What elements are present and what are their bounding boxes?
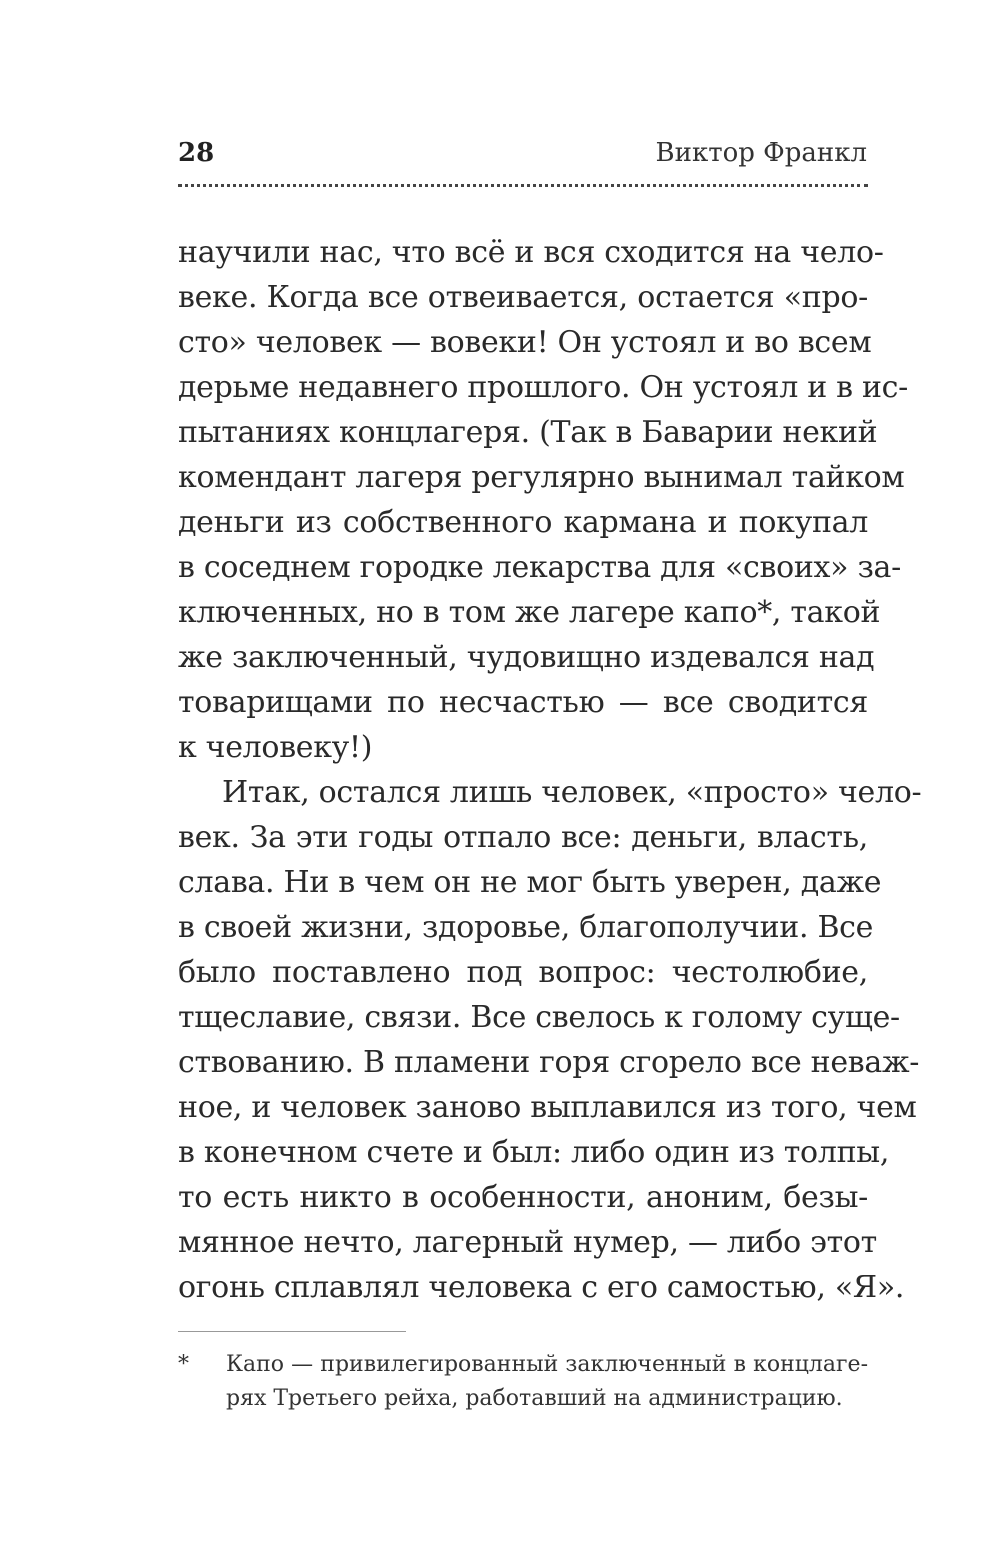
text-line: же заключенный, чудовищно издевался над xyxy=(178,640,875,675)
text-line: к человеку!) xyxy=(178,730,373,765)
text-line: товарищами по несчастью — все сводится xyxy=(178,685,868,720)
text-line: ное, и человек заново выплавился из того, чем xyxy=(178,1090,917,1125)
text-line: то есть никто в особенности, аноним, безы- xyxy=(178,1180,868,1215)
text-line: пытаниях концлагеря. (Так в Баварии некий xyxy=(178,415,878,450)
text-line: научили нас, что всё и вся сходится на чело- xyxy=(178,235,884,270)
text-line: слава. Ни в чем он не мог быть уверен, даже xyxy=(178,865,882,900)
footnote-marker: * xyxy=(178,1352,189,1377)
body-text xyxy=(178,230,922,1310)
text-line: Итак, остался лишь человек, «просто» чело- xyxy=(222,775,922,810)
footnote-line: Капо — привилегированный заключенный в концлаге- xyxy=(226,1352,868,1377)
text-line: век. За эти годы отпало все: деньги, власть, xyxy=(178,820,868,855)
text-line: ключенных, но в том же лагере капо*, такой xyxy=(178,595,881,630)
footnote-line: рях Третьего рейха, работавший на администрацию. xyxy=(226,1386,843,1411)
text-line: веке. Когда все отвеивается, остается «про- xyxy=(178,280,868,315)
text-line: тщеславие, связи. Все свелось к голому суще- xyxy=(178,1000,900,1035)
page-number: 28 xyxy=(178,138,215,168)
text-line: огонь сплавлял человека с его самостью, «Я». xyxy=(178,1270,905,1305)
text-line: комендант лагеря регулярно вынимал тайком xyxy=(178,460,905,495)
text-line: сто» человек — вовеки! Он устоял и во всем xyxy=(178,325,872,360)
text-line: деньги из собственного кармана и покупал xyxy=(178,505,868,540)
text-line: в конечном счете и был: либо один из толпы, xyxy=(178,1135,890,1170)
header-divider xyxy=(178,184,868,187)
text-line: было поставлено под вопрос: честолюбие, xyxy=(178,955,868,990)
text-line: в своей жизни, здоровье, благополучии. Все xyxy=(178,910,874,945)
text-line: в соседнем городке лекарства для «своих» за- xyxy=(178,550,901,585)
footnote-text xyxy=(226,1348,868,1416)
text-line: мянное нечто, лагерный нумер, — либо этот xyxy=(178,1225,877,1260)
footnote-divider xyxy=(178,1331,406,1332)
running-head: Виктор Франкл xyxy=(655,138,867,168)
text-line: ствованию. В пламени горя сгорело все неваж- xyxy=(178,1045,920,1080)
text-line: дерьме недавнего прошлого. Он устоял и в ис- xyxy=(178,370,909,405)
